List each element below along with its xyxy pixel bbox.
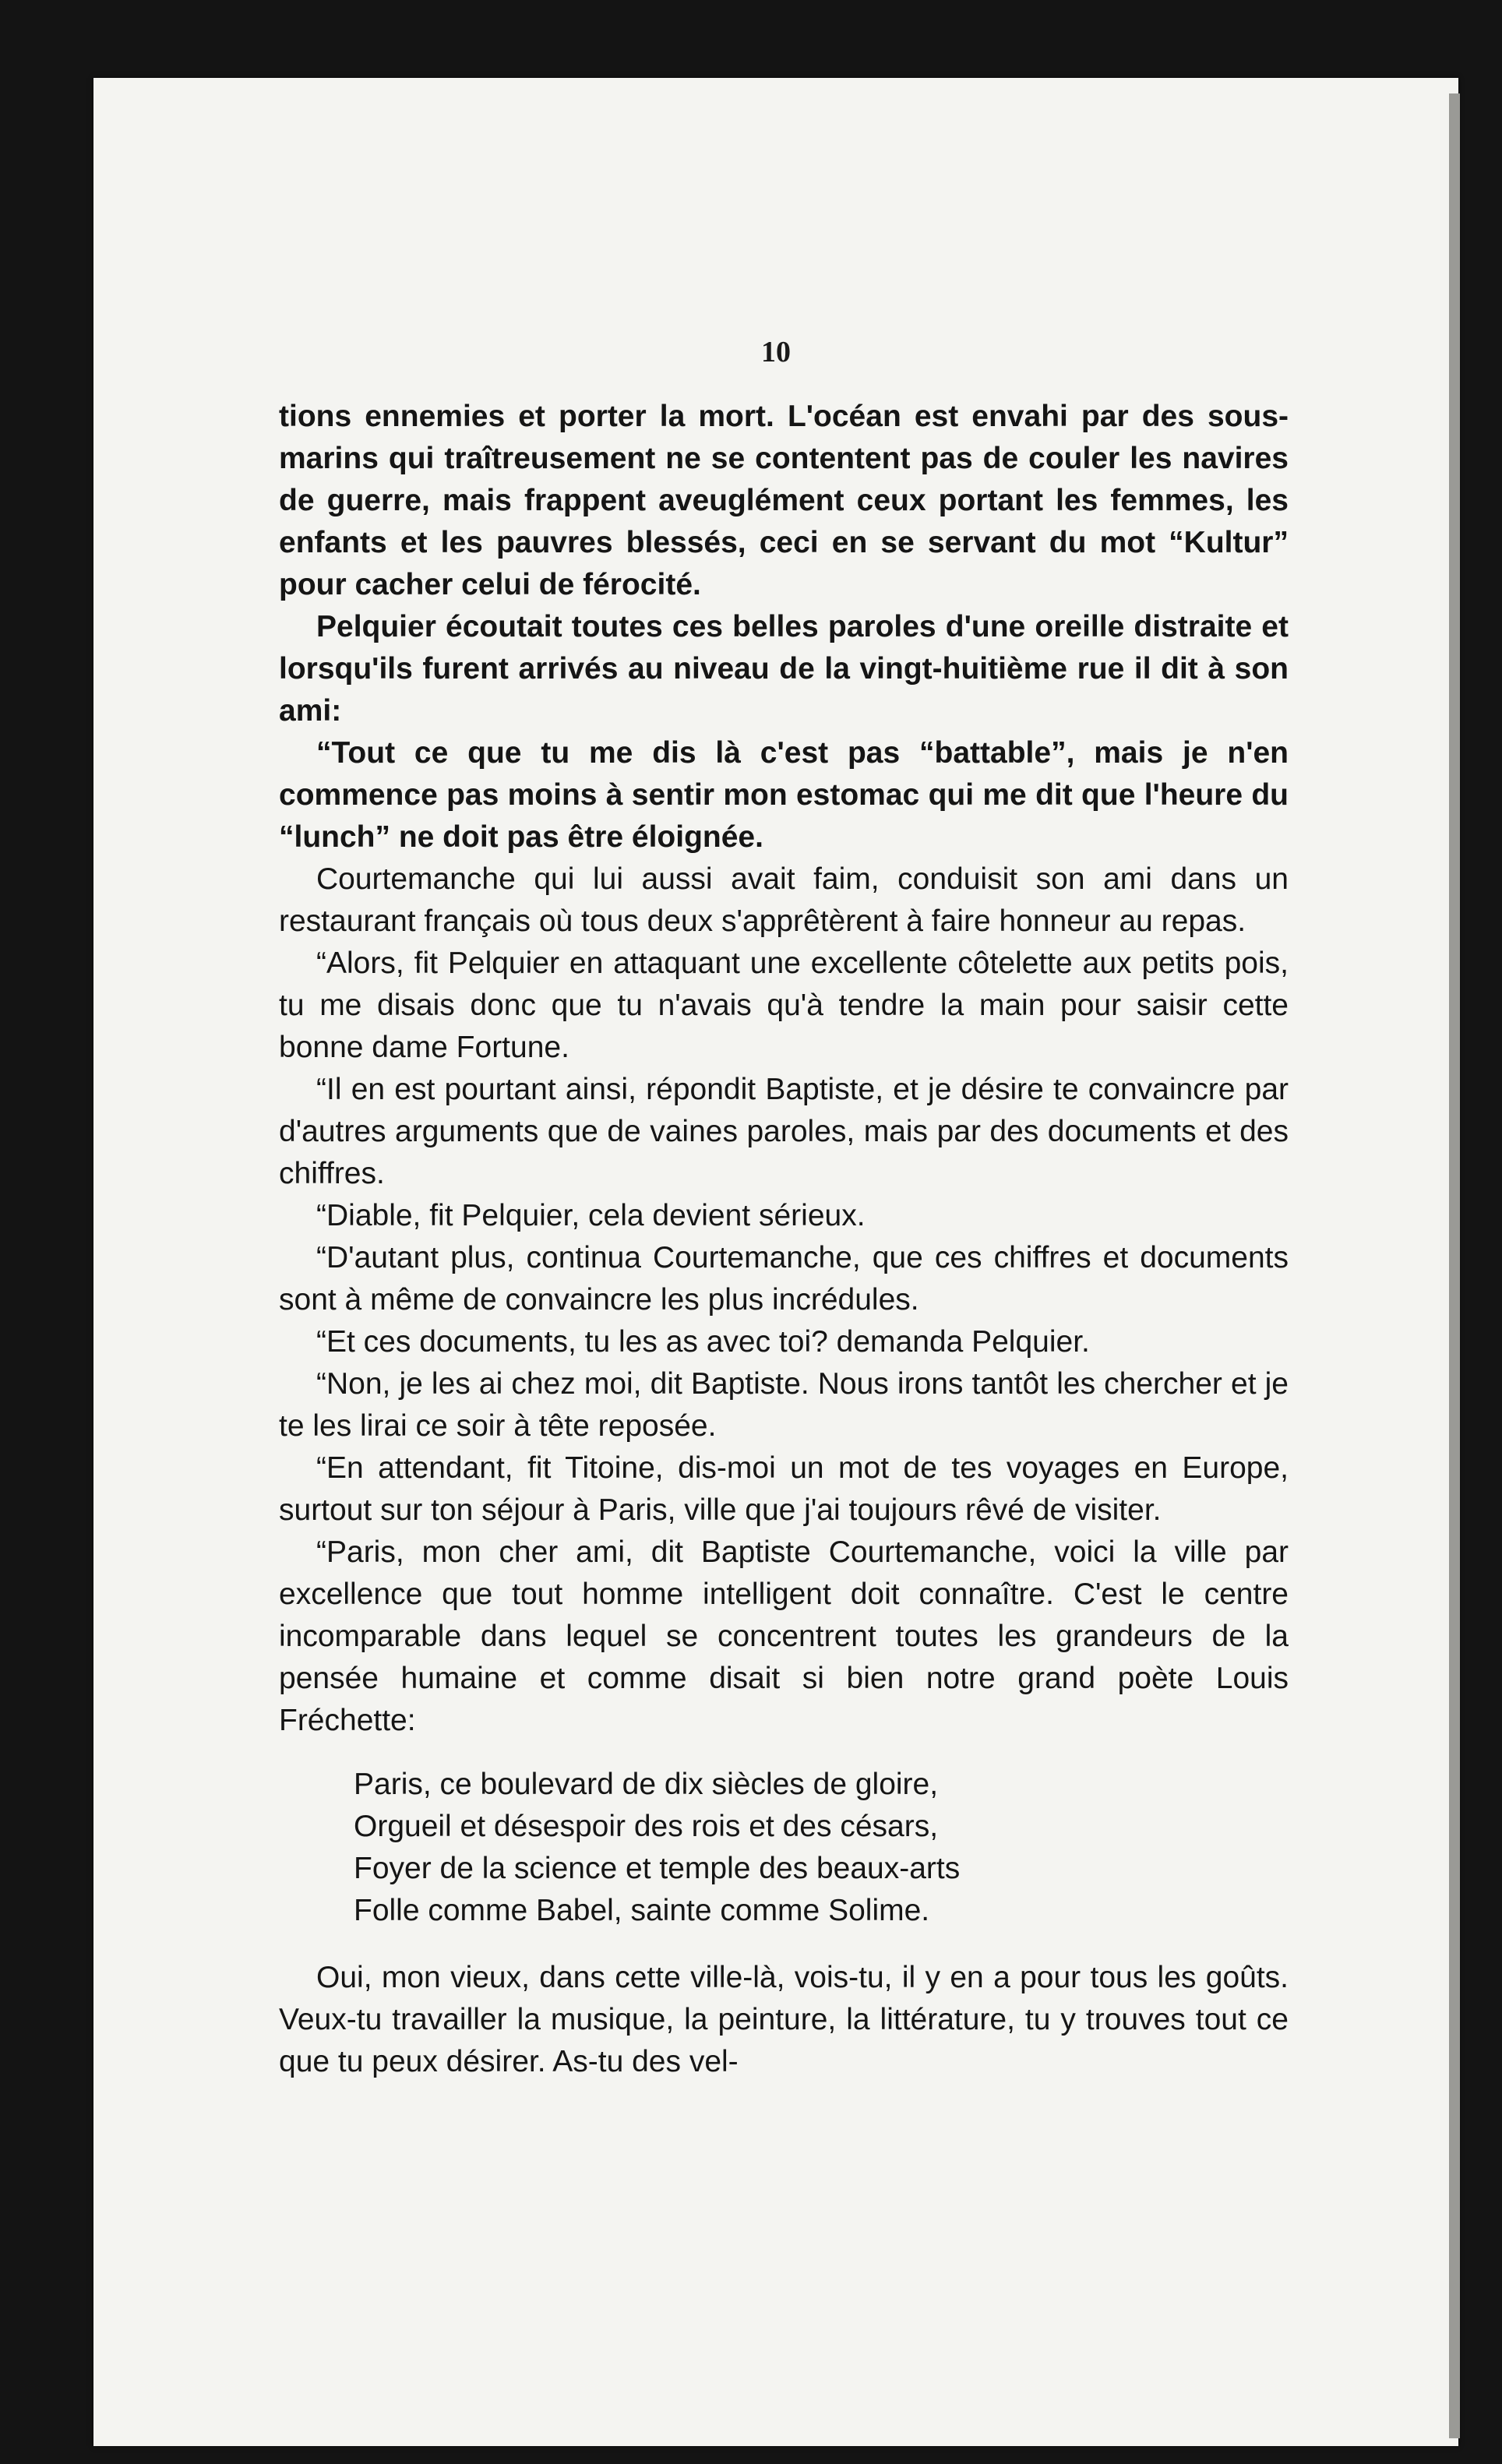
body-text xyxy=(279,396,1289,2083)
paragraph: tions ennemies et porter la mort. L'océan est envahi par des sous-marins qui traîtreusement ne se contentent pas de couler les navires de guerre, mais frappent aveuglément ceux portant les femmes, les enfants et les pauvres blessés, ceci en se servant du mot “Kultur” pour cacher celui de férocité. xyxy=(279,400,1289,601)
paragraph: “Alors, fit Pelquier en attaquant une excellente côtelette aux petits pois, tu me disais donc que tu n'avais qu'à tendre la main pour saisir cette bonne dame Fortune. xyxy=(279,946,1289,1064)
paragraph: “En attendant, fit Titoine, dis-moi un mot de tes voyages en Europe, surtout sur ton séjour à Paris, ville que j'ai toujours rêvé de visiter. xyxy=(279,1451,1289,1527)
paragraph: “Il en est pourtant ainsi, répondit Baptiste, et je désire te convaincre par d'autres arguments que de vaines paroles, mais par des documents et des chiffres. xyxy=(279,1073,1289,1190)
paragraph: “Paris, mon cher ami, dit Baptiste Courtemanche, voici la ville par excellence que tout homme intelligent doit connaître. C'est le centre incomparable dans lequel se concentrent toutes les grandeurs de la pensée humaine et comme disait si bien notre grand poète Louis Fréchette: xyxy=(279,1535,1289,1737)
paragraph: Pelquier écoutait toutes ces belles paroles d'une oreille distraite et lorsqu'ils furent arrivés au niveau de la vingt-huitième rue il dit à son ami: xyxy=(279,610,1289,728)
paragraph: Courtemanche qui lui aussi avait faim, conduisit son ami dans un restaurant français où tous deux s'apprêtèrent à faire honneur au repas. xyxy=(279,862,1289,938)
page-number: 10 xyxy=(761,336,791,368)
poem-line: Folle comme Babel, sainte comme Solime. xyxy=(354,1894,930,1927)
book-page xyxy=(93,78,1458,2446)
poem-line: Orgueil et désespoir des rois et des césars, xyxy=(354,1810,939,1843)
page-edge xyxy=(1449,93,1460,2438)
paragraph: “D'autant plus, continua Courtemanche, que ces chiffres et documents sont à même de convaincre les plus incrédules. xyxy=(279,1241,1289,1317)
poem-line: Foyer de la science et temple des beaux-arts xyxy=(354,1852,961,1885)
poem-quote xyxy=(279,1764,1289,1932)
paragraph: Oui, mon vieux, dans cette ville-là, vois-tu, il y en a pour tous les goûts. Veux-tu travailler la musique, la peinture, la littérature, tu y trouves tout ce que tu peux désirer. As-tu des vel- xyxy=(279,1961,1289,2078)
paragraph: “Non, je les ai chez moi, dit Baptiste. Nous irons tantôt les chercher et je te les lirai ce soir à tête reposée. xyxy=(279,1367,1289,1443)
poem-line: Paris, ce boulevard de dix siècles de gloire, xyxy=(354,1768,939,1801)
paragraph: “Et ces documents, tu les as avec toi? demanda Pelquier. xyxy=(316,1325,1090,1359)
paragraph: “Diable, fit Pelquier, cela devient sérieux. xyxy=(316,1199,866,1232)
paragraph: “Tout ce que tu me dis là c'est pas “battable”, mais je n'en commence pas moins à sentir mon estomac qui me dit que l'heure du “lunch” ne doit pas être éloignée. xyxy=(279,736,1289,854)
